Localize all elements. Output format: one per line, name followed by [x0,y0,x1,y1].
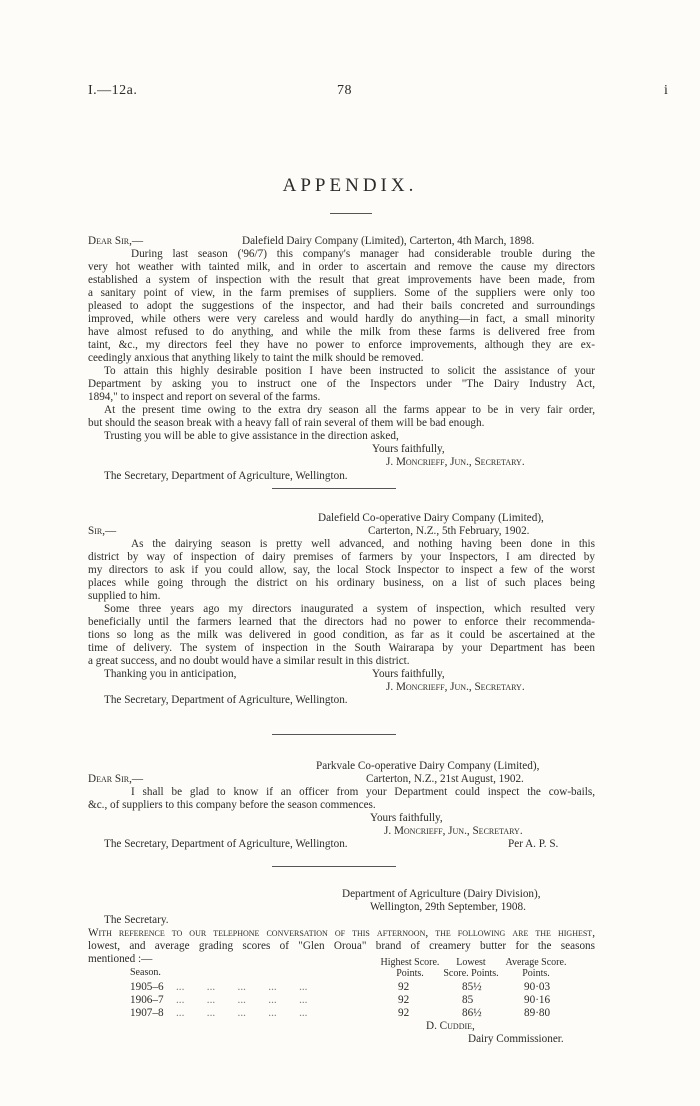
letter-recipient: The Secretary, Department of Agriculture, Wellington. [104,838,348,850]
letter-body-line: improved, while others were very careless and would hardly do anything—in fact, a small minority [88,313,595,325]
letter-body-line: ceedingly anxious that anything likely to taint the milk should be removed. [88,352,424,364]
letter-body-line: have almost refused to do anything, and while the milk from these farms is delivered free from [88,326,595,338]
letter-body-line: but should the season break with a heavy fall of rain several of them will be bad enough. [88,417,485,429]
letter-address-line: Carterton, N.Z., 21st August, 1902. [366,773,524,785]
page-margin-mark: i [664,83,669,98]
letter-address-line: Dalefield Co-operative Dairy Company (Limited), [318,512,544,524]
letter-body-line: taint, &c., my directors feel they have no power to enforce improvements, although they are ex- [88,339,595,351]
memo-signature-title: Dairy Commissioner. [468,1033,564,1045]
letter-body-line: During last season ('96/7) this company's manager had considerable trouble during the [131,248,595,260]
letter-body-line: 1894," to inspect and report on several of the farms. [88,391,321,403]
letter-body-line: beneficially until the farmers learned that the directors had no power to enforce their recommenda- [88,616,595,628]
letter-closing: Yours faithfully, [372,443,445,455]
letter-body-line: I shall be glad to know if an officer from your Department could inspect the cow-bails, [131,786,595,798]
table-cell-season: 1906–7 [130,994,164,1006]
table-cell-season: 1905–6 [130,981,164,993]
table-leader: ... ... ... ... ... [176,981,308,993]
table-cell-highest: 92 [398,981,410,993]
table-cell-lowest: 85 [462,994,474,1006]
letter-body-line: Some three years ago my directors inaugurated a system of inspection, which resulted very [104,603,595,615]
memo-signature: D. Cuddie, [426,1020,475,1032]
table-cell-season: 1907–8 [130,1007,164,1019]
letter-signature: J. Moncrieff, Jun., Secretary. [386,456,525,468]
memo-body-line: With reference to our telephone conversation of this afternoon, the following are the highest, [88,927,595,939]
table-cell-average: 90·03 [524,981,551,993]
letter-per-initials: Per A. P. S. [508,838,559,850]
table-leader: ... ... ... ... ... [176,994,308,1006]
letter-signature: J. Moncrieff, Jun., Secretary. [384,825,523,837]
table-cell-highest: 92 [398,994,410,1006]
letter-recipient: The Secretary, Department of Agriculture, Wellington. [104,694,348,706]
letter-body-line: tions so long as the milk was delivered in good condition, as far as it could be ascertained at the [88,629,595,641]
letter-body-line: To attain this highly desirable position I have been instructed to solicit the assistance of your [104,365,595,377]
section-rule [272,488,396,489]
memo-body-line: lowest, and average grading scores of "Glen Oroua" brand of creamery butter for the seasons [88,940,595,952]
letter-salutation: Dear Sir,— [88,235,144,247]
letter-body-line: places while going through the district on his ordinary business, on a list of such places being [88,577,595,589]
table-header-lowest: Lowest Score. Points. [443,957,499,979]
memo-address-line: Department of Agriculture (Dairy Division), [342,888,541,900]
letter-body-line: supplied to him. [88,590,161,602]
letter-body-line: pleased to adopt the suggestions of the inspector, and had their bails concreted and surroundings [88,300,595,312]
table-cell-average: 90·16 [524,994,551,1006]
page-reference: I.—12a. [88,83,138,98]
letter-body-line: district by way of inspection of dairy premises of farmers by your Inspectors, I am directed by [88,551,595,563]
letter-body-line: time of delivery. The system of inspection in the South Wairarapa by your Department has been [88,642,595,654]
letter-closing: Yours faithfully, [370,812,443,824]
letter-body-line: At the present time owing to the extra dry season all the farms appear to be in very fair order, [104,404,595,416]
page-number: 78 [337,83,352,98]
table-header-average: Average Score. Points. [505,957,567,979]
page-title: APPENDIX. [282,175,418,196]
table-cell-highest: 92 [398,1007,410,1019]
letter-closing: Yours faithfully, [372,668,445,680]
letter-body-line: very hot weather with tainted milk, and in order to ascertain and remove the cause my directors [88,261,595,273]
letter-address-line: Carterton, N.Z., 5th February, 1902. [368,525,530,537]
section-rule [272,734,396,735]
letter-body-line: As the dairying season is pretty well advanced, and nothing having been done in this [131,538,595,550]
letter-address-line: Dalefield Dairy Company (Limited), Carterton, 4th March, 1898. [242,235,535,247]
letter-body-line: established a system of inspection with the result that great improvements have been made, from [88,274,595,286]
letter-body-line: Thanking you in anticipation, [104,668,237,680]
section-rule [272,866,396,867]
letter-body-line: Trusting you will be able to give assistance in the direction asked, [104,430,399,442]
table-cell-lowest: 85½ [462,981,482,993]
table-header-season: Season. [130,967,161,978]
letter-body-line: a sanitary point of view, in the farm premises of suppliers. Some of the suppliers were only too [88,287,595,299]
letter-recipient: The Secretary, Department of Agriculture, Wellington. [104,470,348,482]
letter-salutation: Dear Sir,— [88,773,144,785]
letter-body-line: &c., of suppliers to this company before the season commences. [88,799,376,811]
letter-body-line: my directors to ask if you could allow, say, the local Stock Inspector to inspect a few of the worst [88,564,595,576]
letter-body-line: Department by asking you to instruct one of the Inspectors under "The Dairy Industry Act, [88,378,595,390]
table-header-highest: Highest Score. Points. [380,957,440,979]
title-rule [330,213,372,214]
memo-body-line: mentioned :— [88,953,153,965]
table-leader: ... ... ... ... ... [176,1007,308,1019]
letter-signature: J. Moncrieff, Jun., Secretary. [386,681,525,693]
memo-address-line: Wellington, 29th September, 1908. [370,901,526,913]
letter-address-line: Parkvale Co-operative Dairy Company (Limited), [316,760,540,772]
letter-salutation: Sir,— [88,525,117,537]
letter-body-line: a great success, and no doubt would have a similar result in this district. [88,655,410,667]
table-cell-average: 89·80 [524,1007,551,1019]
table-cell-lowest: 86½ [462,1007,482,1019]
memo-addressee: The Secretary. [104,914,169,926]
